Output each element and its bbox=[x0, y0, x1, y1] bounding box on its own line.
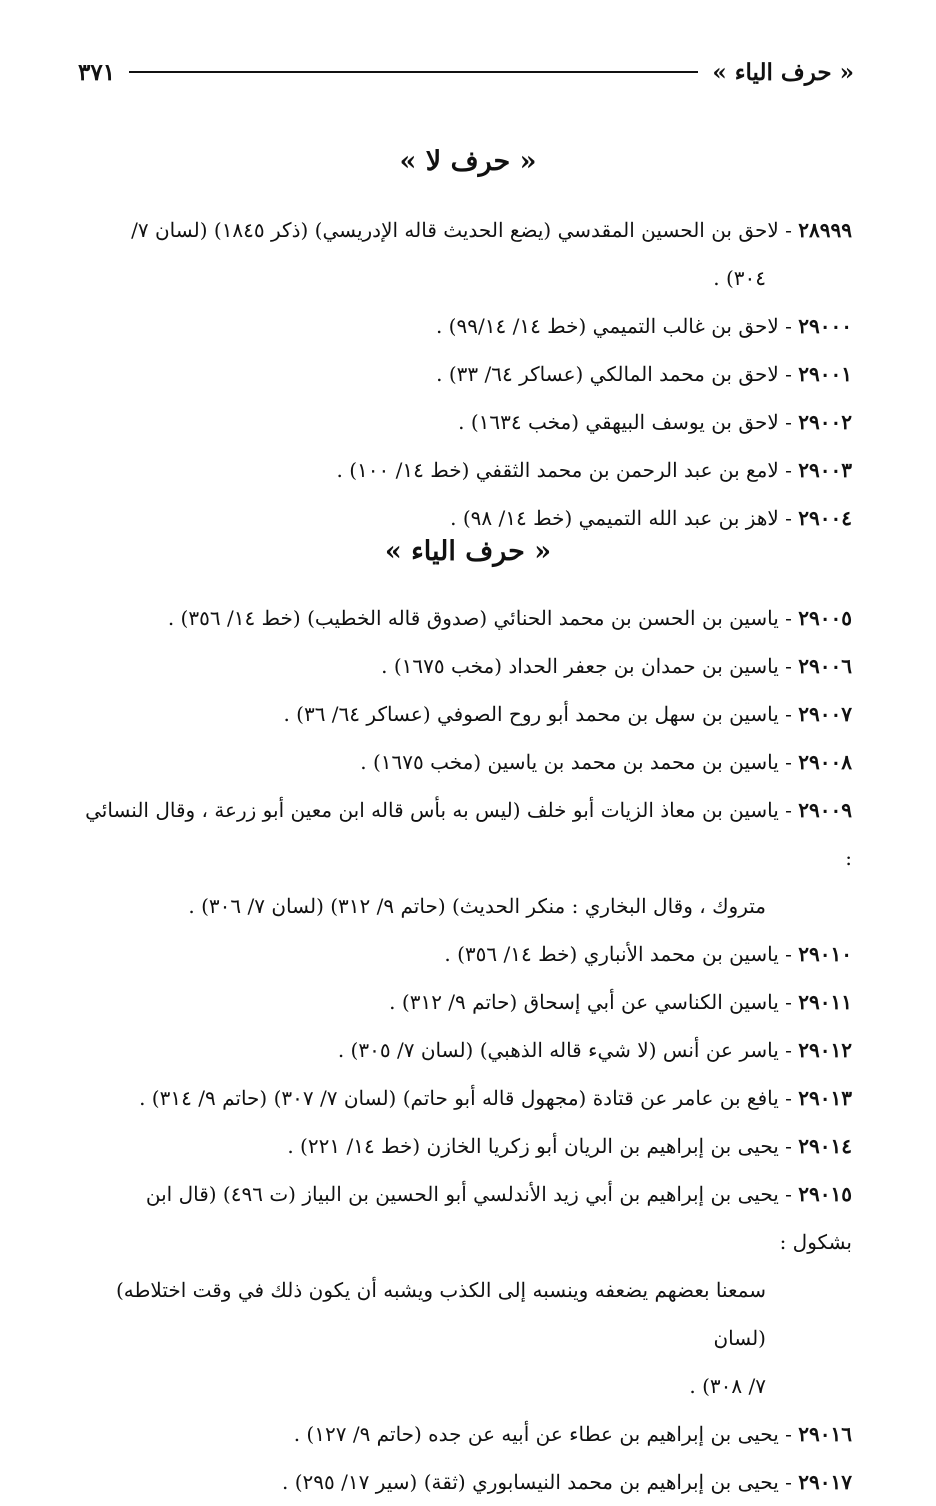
entry: ٢٩٠٠٢ - لاحق بن يوسف البيهقي (مخب ١٦٣٤) . bbox=[458, 410, 852, 434]
entry-continuation: ٧/ ٣٠٨) . bbox=[689, 1374, 766, 1398]
header-rule bbox=[129, 71, 698, 73]
running-title: « حرف الياء » bbox=[712, 58, 854, 86]
entry: ٢٩٠١٦ - يحيى بن إبراهيم بن عطاء عن أبيه عن جده (حاتم ٩/ ١٢٧) . bbox=[293, 1422, 852, 1446]
entries-lam-alif bbox=[84, 206, 852, 542]
entry-text: ياسين بن سهل بن محمد أبو روح الصوفي (عساكر ٦٤/ ٣٦) . bbox=[283, 702, 779, 726]
entry-text: لاهز بن عبد الله التميمي (خط ١٤/ ٩٨) . bbox=[450, 506, 779, 530]
entry-number: ٢٩٠٠٢ bbox=[798, 410, 852, 434]
entry-text: لامع بن عبد الرحمن بن محمد الثقفي (خط ١٤/ ١٠٠) . bbox=[336, 458, 779, 482]
entry-text: ياسين بن حمدان بن جعفر الحداد (مخب ١٦٧٥) . bbox=[381, 654, 779, 678]
entry-continuation: متروك ، وقال البخاري : منكر الحديث) (حاتم ٩/ ٣١٢) (لسان ٧/ ٣٠٦) . bbox=[188, 894, 766, 918]
entry: ٢٩٠٠٥ - ياسين بن الحسن بن محمد الحنائي (صدوق قاله الخطيب) (خط ١٤/ ٣٥٦) . bbox=[167, 606, 852, 630]
entry-text: يحيى بن إبراهيم بن محمد النيسابوري (ثقة) (سير ١٧/ ٢٩٥) . bbox=[282, 1470, 779, 1494]
section-title-ya: « حرف الياء » bbox=[384, 536, 552, 567]
entry-number: ٢٩٠١٠ bbox=[798, 942, 852, 966]
entry-number: ٢٩٠١٦ bbox=[798, 1422, 852, 1446]
entry: ٢٩٠١٣ - يافع بن عامر عن قتادة (مجهول قاله أبو حاتم) (لسان ٧/ ٣٠٧) (حاتم ٩/ ٣١٤) . bbox=[139, 1086, 852, 1110]
entry-text: ياسين بن محمد الأنباري (خط ١٤/ ٣٥٦) . bbox=[444, 942, 779, 966]
entry-text: يحيى بن إبراهيم بن أبي زيد الأندلسي أبو الحسين بن البياز (ت ٤٩٦) (قال ابن بشكول : bbox=[145, 1182, 852, 1254]
entry: ٢٩٠١٥ - يحيى بن إبراهيم بن أبي زيد الأندلسي أبو الحسين بن البياز (ت ٤٩٦) (قال ابن بشكول : سمعنا بعضهم يضعفه وينسبه إلى الكذب ويشبه أن يكون ذلك في وقت اختلاطه) (لسان ٧/ ٣٠٨) . bbox=[84, 1170, 852, 1410]
entry-number: ٢٩٠٠١ bbox=[798, 362, 852, 386]
entry: ٢٩٠١٧ - يحيى بن إبراهيم بن محمد النيسابوري (ثقة) (سير ١٧/ ٢٩٥) . bbox=[282, 1470, 852, 1494]
entry-text: ياسر عن أنس (لا شيء قاله الذهبي) (لسان ٧/ ٣٠٥) . bbox=[337, 1038, 779, 1062]
entry: ٢٩٠٠٠ - لاحق بن غالب التميمي (خط ١٤/ ٩٩/١٤) . bbox=[435, 314, 852, 338]
entry-number: ٢٩٠٠٩ bbox=[798, 798, 852, 822]
entry-text: يحيى بن إبراهيم بن الريان أبو زكريا الخازن (خط ١٤/ ٢٢١) . bbox=[287, 1134, 779, 1158]
entry-text: ياسين بن الحسن بن محمد الحنائي (صدوق قاله الخطيب) (خط ١٤/ ٣٥٦) . bbox=[167, 606, 779, 630]
entry-continuation: ٣٠٤) . bbox=[713, 266, 766, 290]
entry-number: ٢٩٠٠٠ bbox=[798, 314, 852, 338]
entries-ya bbox=[84, 594, 852, 1506]
entry-number: ٢٩٠٠٣ bbox=[798, 458, 852, 482]
entry-number: ٢٩٠١١ bbox=[798, 990, 852, 1014]
entry-number: ٢٩٠٠٤ bbox=[798, 506, 852, 530]
entry-text: ياسين بن محمد بن محمد بن ياسين (مخب ١٦٧٥) . bbox=[360, 750, 779, 774]
entry: ٢٩٠٠٧ - ياسين بن سهل بن محمد أبو روح الصوفي (عساكر ٦٤/ ٣٦) . bbox=[283, 702, 852, 726]
entry-number: ٢٩٠١٢ bbox=[798, 1038, 852, 1062]
page-number: ٣٧١ bbox=[78, 58, 116, 86]
entry-number: ٢٩٠١٧ bbox=[798, 1470, 852, 1494]
entry-number: ٢٩٠١٤ bbox=[798, 1134, 852, 1158]
entry: ٢٨٩٩٩ - لاحق بن الحسين المقدسي (يضع الحديث قاله الإدريسي) (ذكر ١٨٤٥) (لسان ٧/ ٣٠٤) . bbox=[84, 206, 852, 302]
entry-continuation: سمعنا بعضهم يضعفه وينسبه إلى الكذب ويشبه أن يكون ذلك في وقت اختلاطه) (لسان bbox=[115, 1278, 766, 1350]
entry-number: ٢٩٠٠٦ bbox=[798, 654, 852, 678]
page-header bbox=[78, 52, 854, 92]
entry-text: لاحق بن محمد المالكي (عساكر ٦٤/ ٣٣) . bbox=[436, 362, 779, 386]
entry: ٢٩٠١١ - ياسين الكناسي عن أبي إسحاق (حاتم ٩/ ٣١٢) . bbox=[389, 990, 852, 1014]
entry-text: ياسين بن معاذ الزيات أبو خلف (ليس به بأس قاله ابن معين أبو زرعة ، وقال النسائي : bbox=[85, 798, 852, 870]
entry: ٢٩٠٠١ - لاحق بن محمد المالكي (عساكر ٦٤/ ٣٣) . bbox=[436, 362, 852, 386]
entry-number: ٢٩٠٠٧ bbox=[798, 702, 852, 726]
entry: ٢٩٠١٢ - ياسر عن أنس (لا شيء قاله الذهبي) (لسان ٧/ ٣٠٥) . bbox=[337, 1038, 852, 1062]
entry: ٢٩٠٠٨ - ياسين بن محمد بن محمد بن ياسين (مخب ١٦٧٥) . bbox=[360, 750, 852, 774]
entry: ٢٩٠٠٤ - لاهز بن عبد الله التميمي (خط ١٤/ ٩٨) . bbox=[450, 506, 852, 530]
entry-number: ٢٩٠٠٥ bbox=[798, 606, 852, 630]
entry: ٢٩٠١٤ - يحيى بن إبراهيم بن الريان أبو زكريا الخازن (خط ١٤/ ٢٢١) . bbox=[287, 1134, 852, 1158]
entry-number: ٢٩٠١٣ bbox=[798, 1086, 852, 1110]
entry-text: يحيى بن إبراهيم بن عطاء عن أبيه عن جده (حاتم ٩/ ١٢٧) . bbox=[293, 1422, 779, 1446]
entry-number: ٢٩٠١٥ bbox=[798, 1182, 852, 1206]
entry: ٢٩٠١٠ - ياسين بن محمد الأنباري (خط ١٤/ ٣٥٦) . bbox=[444, 942, 852, 966]
entry-text: لاحق بن غالب التميمي (خط ١٤/ ٩٩/١٤) . bbox=[435, 314, 779, 338]
entry-number: ٢٨٩٩٩ bbox=[798, 218, 852, 242]
entry: ٢٩٠٠٣ - لامع بن عبد الرحمن بن محمد الثقفي (خط ١٤/ ١٠٠) . bbox=[336, 458, 852, 482]
entry-number: ٢٩٠٠٨ bbox=[798, 750, 852, 774]
entry-text: لاحق بن يوسف البيهقي (مخب ١٦٣٤) . bbox=[458, 410, 779, 434]
entry-text: ياسين الكناسي عن أبي إسحاق (حاتم ٩/ ٣١٢) . bbox=[389, 990, 779, 1014]
entry-text: لاحق بن الحسين المقدسي (يضع الحديث قاله الإدريسي) (ذكر ١٨٤٥) (لسان ٧/ bbox=[131, 218, 779, 242]
section-title-lam-alif: « حرف لا » bbox=[399, 146, 537, 177]
entry: ٢٩٠٠٩ - ياسين بن معاذ الزيات أبو خلف (ليس به بأس قاله ابن معين أبو زرعة ، وقال النسائي : متروك ، وقال البخاري : منكر الحديث) (حاتم ٩/ ٣١٢) (لسان ٧/ ٣٠٦) . bbox=[84, 786, 852, 930]
entry: ٢٩٠٠٦ - ياسين بن حمدان بن جعفر الحداد (مخب ١٦٧٥) . bbox=[381, 654, 852, 678]
entry-text: يافع بن عامر عن قتادة (مجهول قاله أبو حاتم) (لسان ٧/ ٣٠٧) (حاتم ٩/ ٣١٤) . bbox=[139, 1086, 779, 1110]
